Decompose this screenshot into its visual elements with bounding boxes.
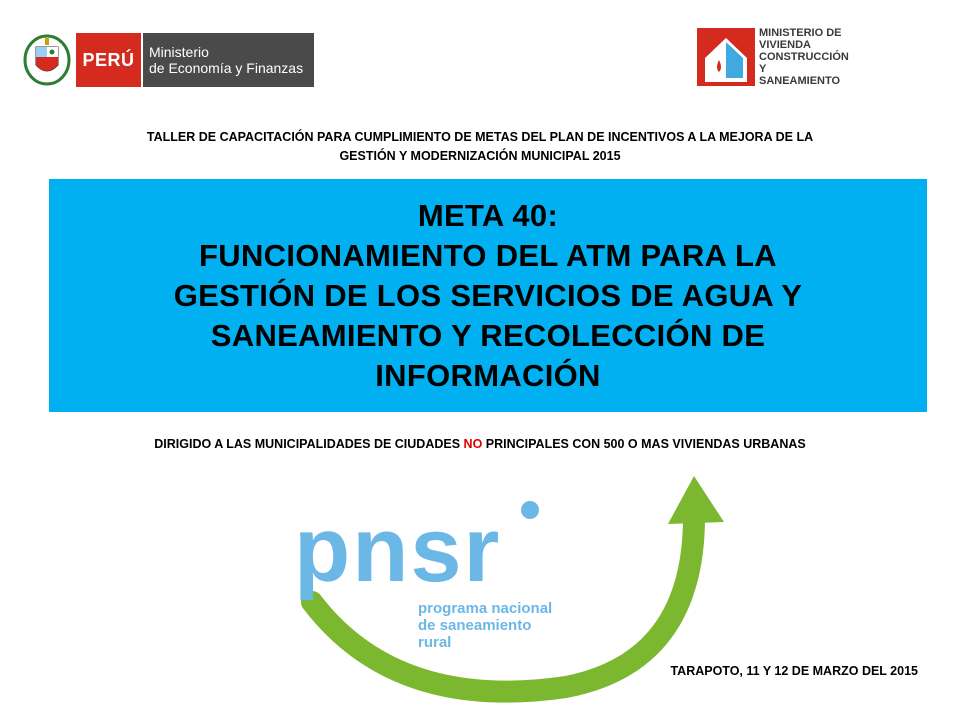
workshop-title-line2: GESTIÓN Y MODERNIZACIÓN MUNICIPAL 2015 bbox=[339, 149, 621, 163]
workshop-title bbox=[80, 128, 880, 166]
banner-line-4: SANEAMIENTO Y RECOLECCIÓN DE bbox=[210, 317, 766, 353]
pnsr-subtitle bbox=[418, 600, 552, 651]
banner-line-5: INFORMACIÓN bbox=[375, 357, 601, 393]
banner-line-2: FUNCIONAMIENTO DEL ATM PARA LA bbox=[199, 237, 777, 273]
mef-ministry-name bbox=[141, 33, 314, 87]
mvcs-name bbox=[759, 27, 857, 87]
place-date: TARAPOTO, 11 Y 12 DE MARZO DEL 2015 bbox=[670, 664, 918, 678]
mef-peru-label: PERÚ bbox=[76, 33, 141, 87]
mvcs-line2: VIVIENDA bbox=[759, 39, 811, 51]
target-before: DIRIGIDO A LAS MUNICIPALIDADES DE CIUDADES bbox=[154, 437, 464, 451]
pnsr-sub-line1: programa nacional bbox=[418, 600, 553, 617]
target-audience bbox=[40, 437, 920, 451]
target-after: PRINCIPALES CON 500 O MAS VIVIENDAS URBANAS bbox=[482, 437, 806, 451]
house-drop-icon bbox=[697, 28, 755, 86]
banner-line-3: GESTIÓN DE LOS SERVICIOS DE AGUA Y bbox=[173, 277, 803, 313]
pnsr-wordmark: pnsr bbox=[294, 499, 502, 601]
target-highlight: NO bbox=[463, 437, 483, 451]
mef-logo bbox=[22, 33, 314, 87]
mvcs-line4: SANEAMIENTO bbox=[759, 75, 841, 87]
banner-line-goal: META 40: bbox=[417, 197, 559, 233]
mvcs-logo bbox=[697, 26, 857, 88]
mef-name-line2: de Economía y Finanzas bbox=[149, 60, 304, 76]
mef-name-line1: Ministerio bbox=[149, 44, 209, 60]
peru-coat-of-arms-icon bbox=[22, 33, 72, 87]
pnsr-sub-line3: rural bbox=[418, 634, 452, 651]
pnsr-sub-line2: de saneamiento bbox=[418, 617, 532, 634]
mvcs-line3: CONSTRUCCIÓN Y bbox=[759, 51, 849, 75]
mvcs-line1: MINISTERIO DE bbox=[759, 27, 842, 39]
workshop-title-line1: TALLER DE CAPACITACIÓN PARA CUMPLIMIENTO DE METAS DEL PLAN DE INCENTIVOS A LA MEJORA DE LA bbox=[146, 130, 814, 144]
goal-banner bbox=[49, 179, 927, 412]
